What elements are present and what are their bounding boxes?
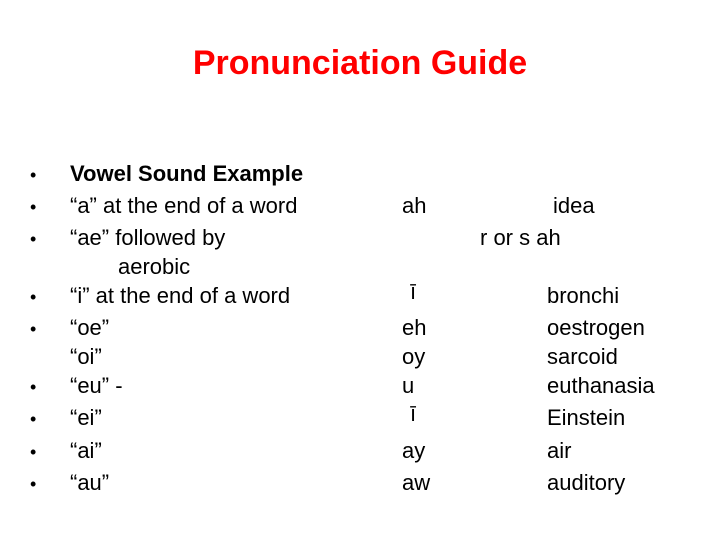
vowel-au: “au” xyxy=(70,470,110,495)
vowel-oi: “oi” xyxy=(70,344,102,369)
example-au: auditory xyxy=(547,470,626,495)
sound-a: ah xyxy=(402,193,427,218)
example-oe: oestrogen xyxy=(547,315,645,340)
sound-oi: oy xyxy=(402,344,426,369)
example-ai: air xyxy=(547,438,572,463)
sound-ai: ay xyxy=(402,438,426,463)
bullet-marker: • xyxy=(30,229,37,249)
vowel-a: “a” at the end of a word xyxy=(70,193,298,218)
example-i: bronchi xyxy=(547,283,620,308)
sound-i: ī xyxy=(410,279,417,304)
slide-title: Pronunciation Guide xyxy=(192,44,528,82)
example-a: idea xyxy=(553,193,595,218)
bullet-marker: • xyxy=(30,474,37,494)
vowel-oe: “oe” xyxy=(70,315,110,340)
vowel-ai: “ai” xyxy=(70,438,102,463)
vowel-ae-continuation: aerobic xyxy=(118,254,191,279)
example-ae: r or s ah xyxy=(480,225,561,250)
bullet-marker: • xyxy=(30,319,37,339)
bullet-marker: • xyxy=(30,287,37,307)
vowel-eu: “eu” - xyxy=(70,373,123,398)
sound-oe: eh xyxy=(402,315,427,340)
sound-ei: ī xyxy=(410,401,417,426)
sound-eu: u xyxy=(402,373,415,398)
bullet-marker: • xyxy=(30,377,37,397)
header-row: Vowel Sound Example xyxy=(70,161,304,186)
example-ei: Einstein xyxy=(547,405,626,430)
vowel-i: “i” at the end of a word xyxy=(70,283,291,308)
bullet-marker: • xyxy=(30,197,37,217)
example-oi: sarcoid xyxy=(547,344,618,369)
bullet-marker: • xyxy=(30,165,37,185)
bullet-marker: • xyxy=(30,409,37,429)
sound-au: aw xyxy=(402,470,431,495)
example-eu: euthanasia xyxy=(547,373,655,398)
bullet-marker: • xyxy=(30,442,37,462)
vowel-ae: “ae” followed by xyxy=(70,225,226,250)
vowel-ei: “ei” xyxy=(70,405,102,430)
